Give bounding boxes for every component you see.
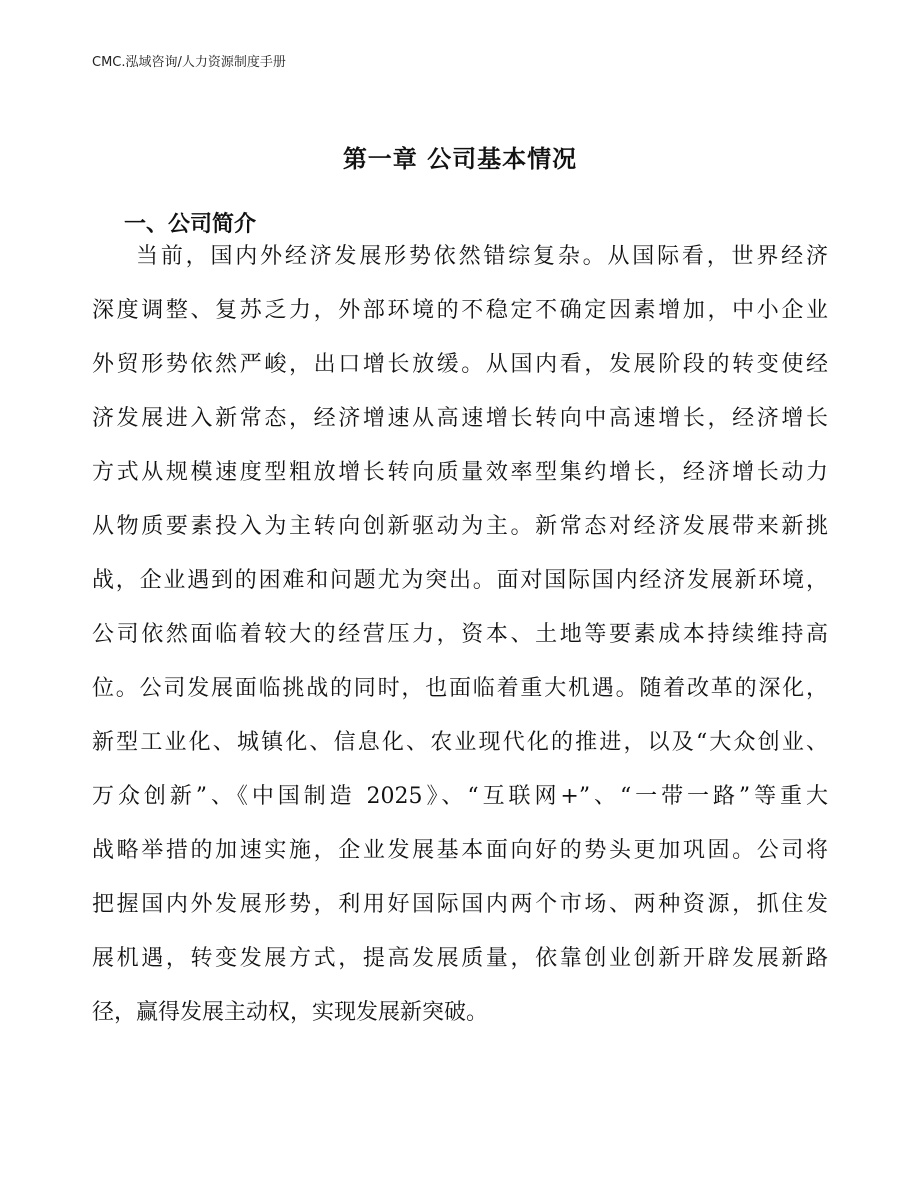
paragraph-line: 把握国内外发展形势，利用好国际国内两个市场、两种资源，抓住发: [92, 892, 828, 917]
paragraph-line: 战略举措的加速实施，企业发展基本面向好的势头更加巩固。公司将: [92, 838, 828, 863]
paragraph-line: 万众创新”、《中国制造 2025》、“互联网+”、“一带一路”等重大: [92, 784, 828, 809]
paragraph-line: 展机遇，转变发展方式，提高发展质量，依靠创业创新开辟发展新路: [92, 946, 828, 971]
section-heading: 一、公司简介: [124, 212, 257, 237]
paragraph-line: 济发展进入新常态，经济增速从高速增长转向中高速增长，经济增长: [92, 406, 828, 431]
paragraph-line: 战，企业遇到的困难和问题尤为突出。面对国际国内经济发展新环境，: [92, 568, 828, 593]
paragraph-line: 方式从规模速度型粗放增长转向质量效率型集约增长，经济增长动力: [92, 460, 828, 485]
paragraph-line: 外贸形势依然严峻，出口增长放缓。从国内看，发展阶段的转变使经: [92, 352, 828, 377]
paragraph-line: 新型工业化、城镇化、信息化、农业现代化的推进，以及“大众创业、: [92, 730, 828, 755]
paragraph-line: 公司依然面临着较大的经营压力，资本、土地等要素成本持续维持高: [92, 622, 828, 647]
running-header: CMC.泓域咨询/人力资源制度手册: [92, 55, 286, 70]
paragraph-line: 深度调整、复苏乏力，外部环境的不稳定不确定因素增加，中小企业: [92, 298, 828, 323]
paragraph-line: 径，赢得发展主动权，实现发展新突破。: [92, 1000, 489, 1025]
paragraph-line: 从物质要素投入为主转向创新驱动为主。新常态对经济发展带来新挑: [92, 514, 828, 539]
chapter-title: 第一章 公司基本情况: [342, 145, 578, 173]
paragraph-line: 当前，国内外经济发展形势依然错综复杂。从国际看，世界经济: [136, 244, 828, 269]
body-paragraph: [92, 230, 828, 1040]
paragraph-line: 位。公司发展面临挑战的同时，也面临着重大机遇。随着改革的深化，: [92, 676, 828, 701]
